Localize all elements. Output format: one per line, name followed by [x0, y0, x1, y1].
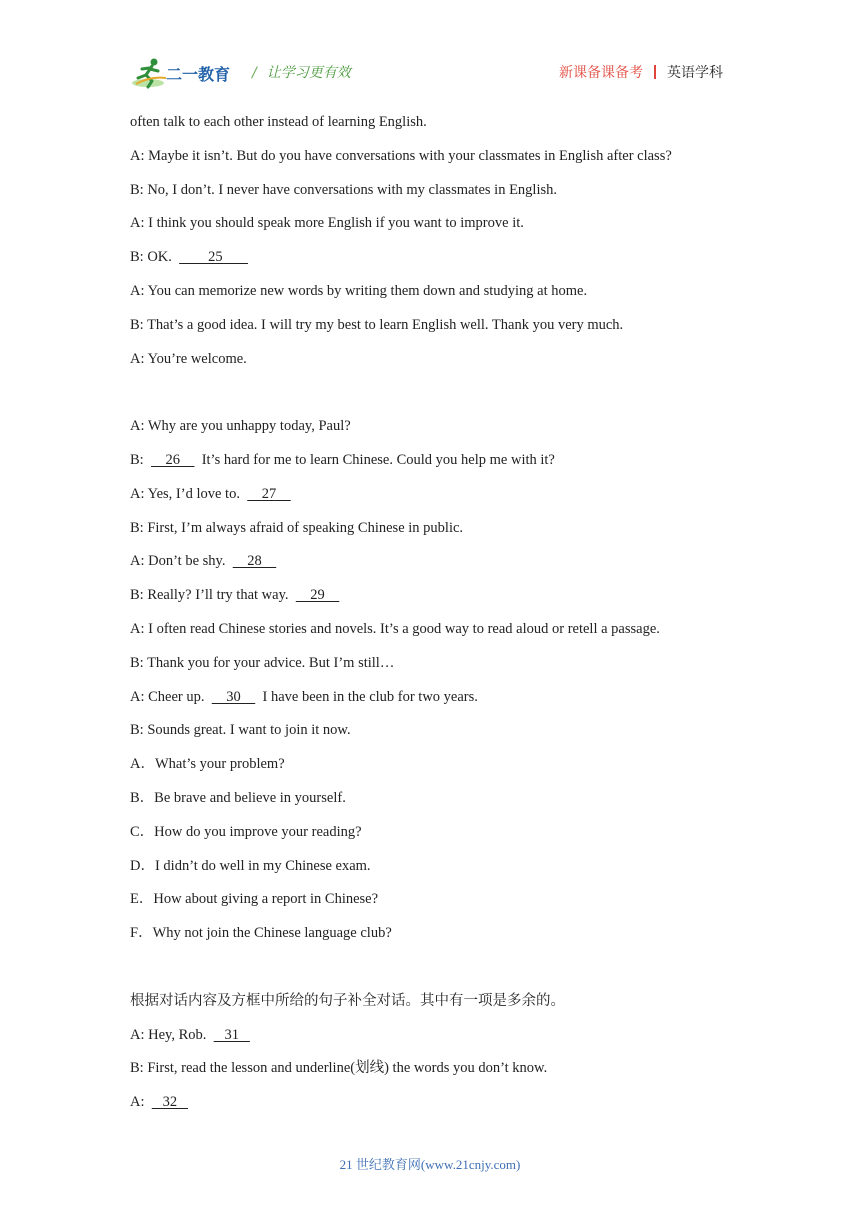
- line-text: A: Hey, Rob.: [130, 1026, 214, 1043]
- answer-blank: 25: [179, 249, 249, 266]
- spacer: [130, 380, 750, 414]
- text-line: [130, 482, 750, 516]
- text-line: [130, 448, 750, 482]
- line-text: A: You’re welcome.: [130, 350, 247, 367]
- exam-label: 新课备课备考: [559, 65, 643, 81]
- line-text: D．I didn’t do well in my Chinese exam.: [130, 857, 371, 874]
- text-line: [130, 549, 750, 583]
- answer-blank: 32: [151, 1094, 188, 1111]
- text-line: [130, 211, 750, 245]
- text-line: [130, 718, 750, 752]
- line-text: F．Why not join the Chinese language club?: [130, 925, 392, 942]
- header-right: [559, 62, 723, 82]
- answer-blank: 31: [213, 1026, 250, 1043]
- line-text: B: OK.: [130, 249, 180, 266]
- line-text: 根据对话内容及方框中所给的句子补全对话。其中有一项是多余的。: [130, 992, 565, 1009]
- text-line: [130, 854, 750, 888]
- document-body: [130, 110, 750, 1124]
- runner-logo-icon: [130, 56, 242, 90]
- text-line: [130, 279, 750, 313]
- text-line: [130, 1090, 750, 1124]
- text-line: [130, 617, 750, 651]
- line-text: I have been in the club for two years.: [255, 688, 478, 705]
- line-text: A: I think you should speak more English if you want to improve it.: [130, 215, 524, 232]
- text-line: [130, 178, 750, 212]
- line-text: B: No, I don’t. I never have conversations with my classmates in English.: [130, 181, 557, 198]
- svg-text:二一教育: 二一教育: [166, 65, 231, 84]
- logo: [130, 56, 242, 90]
- text-line: [130, 752, 750, 786]
- line-text: B: Thank you for your advice. But I’m still…: [130, 654, 395, 671]
- text-line: [130, 144, 750, 178]
- line-text: A: You can memorize new words by writing them down and studying at home.: [130, 282, 588, 299]
- line-text: often talk to each other instead of learning English.: [130, 114, 427, 130]
- line-text: A: Cheer up.: [130, 688, 212, 705]
- answer-blank: 29: [295, 587, 340, 604]
- line-text: B: Sounds great. I want to join it now.: [130, 722, 351, 739]
- line-text: It’s hard for me to learn Chinese. Could you help me with it?: [194, 451, 555, 468]
- text-line: [130, 651, 750, 685]
- line-text: A:: [130, 1094, 152, 1111]
- line-text: A: I often read Chinese stories and novels. It’s a good way to read aloud or retell a passage.: [130, 620, 660, 637]
- line-text: A．What’s your problem?: [130, 756, 285, 773]
- subject-label: 英语学科: [667, 65, 723, 81]
- text-line: [130, 110, 750, 144]
- line-text: B:: [130, 451, 151, 468]
- text-line: [130, 1056, 750, 1090]
- line-text: B: Really? I’ll try that way.: [130, 587, 296, 604]
- text-line: [130, 313, 750, 347]
- text-line: [130, 414, 750, 448]
- text-line: [130, 685, 750, 719]
- answer-blank: 27: [247, 485, 291, 502]
- text-line: [130, 786, 750, 820]
- spacer: [130, 955, 750, 989]
- page-header: [0, 0, 860, 100]
- header-separator: [654, 65, 656, 79]
- text-line: [130, 347, 750, 381]
- line-text: B: First, I’m always afraid of speaking Chinese in public.: [130, 519, 464, 536]
- line-text: A: Don’t be shy.: [130, 553, 233, 570]
- line-text: B．Be brave and believe in yourself.: [130, 789, 346, 806]
- line-text: C．How do you improve your reading?: [130, 823, 362, 840]
- text-line: [130, 583, 750, 617]
- text-line: [130, 516, 750, 550]
- slogan: [252, 62, 351, 82]
- answer-blank: 28: [232, 553, 277, 570]
- page-footer: 21 世纪教育网(www.21cnjy.com): [339, 1157, 521, 1172]
- text-line: [130, 1023, 750, 1057]
- answer-blank: 30: [211, 688, 256, 705]
- text-line: [130, 921, 750, 955]
- slogan-text: 让学习更有效: [266, 65, 351, 81]
- text-line: [130, 245, 750, 279]
- text-line: [130, 887, 750, 921]
- line-text: A: Why are you unhappy today, Paul?: [130, 418, 351, 435]
- line-text: B: First, read the lesson and underline(划线) the words you don’t know.: [130, 1060, 548, 1077]
- line-text: E．How about giving a report in Chinese?: [130, 891, 379, 908]
- text-line: [130, 820, 750, 854]
- line-text: A: Maybe it isn’t. But do you have conversations with your classmates in English after class?: [130, 147, 672, 164]
- answer-blank: 26: [150, 451, 195, 468]
- slogan-divider: /: [252, 65, 257, 81]
- line-text: B: That’s a good idea. I will try my best to learn English well. Thank you very much.: [130, 316, 624, 333]
- line-text: A: Yes, I’d love to.: [130, 485, 248, 502]
- text-line: [130, 989, 750, 1023]
